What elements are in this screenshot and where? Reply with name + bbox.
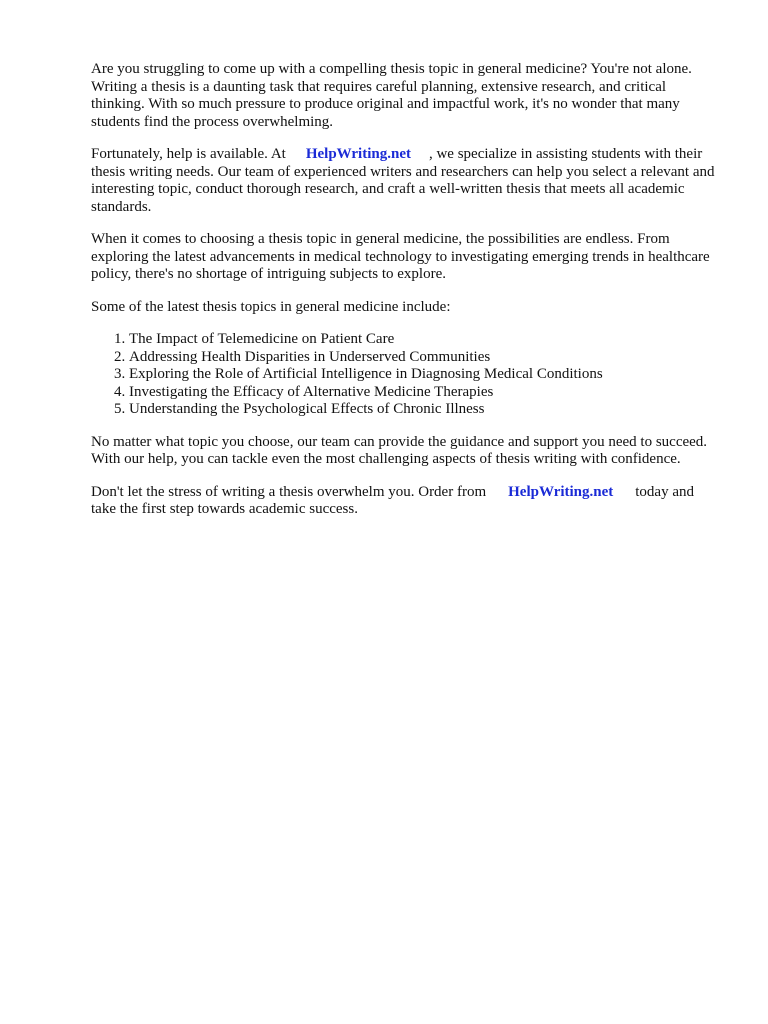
help-paragraph-rest: , we specialize in assisting students with their thesis writing needs. Our team of experienced writers and researchers can help you select a relevant and interesting topic, conduct thorough research, and craft a well-written thesis that meets all academic standards. xyxy=(91,146,715,215)
possibilities-paragraph: When it comes to choosing a thesis topic in general medicine, the possibilities are endless. From exploring the latest advancements in medical technology to investigating emerging trends in healthcare policy, there's no shortage of intriguing subjects to explore. xyxy=(91,231,710,282)
help-paragraph-lead: Fortunately, help is available. At xyxy=(91,146,286,162)
list-item: 4. Investigating the Efficacy of Alternative Medicine Therapies xyxy=(129,384,721,402)
support-paragraph: No matter what topic you choose, our team can provide the guidance and support you need to succeed. With our help, you can tackle even the most challenging aspects of thesis writing with confidence. xyxy=(91,433,708,467)
document-body xyxy=(91,61,721,534)
helpwriting-order-link[interactable]: HelpWriting.net xyxy=(508,483,614,500)
topics-intro-paragraph: Some of the latest thesis topics in general medicine include: xyxy=(91,298,451,315)
list-item: 1. The Impact of Telemedicine on Patient Care xyxy=(129,331,721,349)
intro-paragraph: Are you struggling to come up with a compelling thesis topic in general medicine? You're not alone. Writing a thesis is a daunting task that requires careful planning, extensive research, and critical thinking. With so much pressure to produce original and impactful work, it's no wonder that many students find the process overwhelming. xyxy=(91,61,692,130)
helpwriting-link[interactable]: HelpWriting.net xyxy=(305,146,411,162)
closing-paragraph-lead: Don't let the stress of writing a thesis overwhelm you. Order from xyxy=(91,483,487,500)
closing-paragraph-rest: today and take the first step towards academic success. xyxy=(91,483,694,517)
help-paragraph xyxy=(91,146,721,216)
list-item: 3. Exploring the Role of Artificial Intelligence in Diagnosing Medical Conditions xyxy=(129,366,721,384)
list-item: 5. Understanding the Psychological Effects of Chronic Illness xyxy=(129,401,721,419)
closing-paragraph xyxy=(91,484,721,519)
list-item: 2. Addressing Health Disparities in Underserved Communities xyxy=(129,349,721,367)
topics-list xyxy=(91,331,721,419)
